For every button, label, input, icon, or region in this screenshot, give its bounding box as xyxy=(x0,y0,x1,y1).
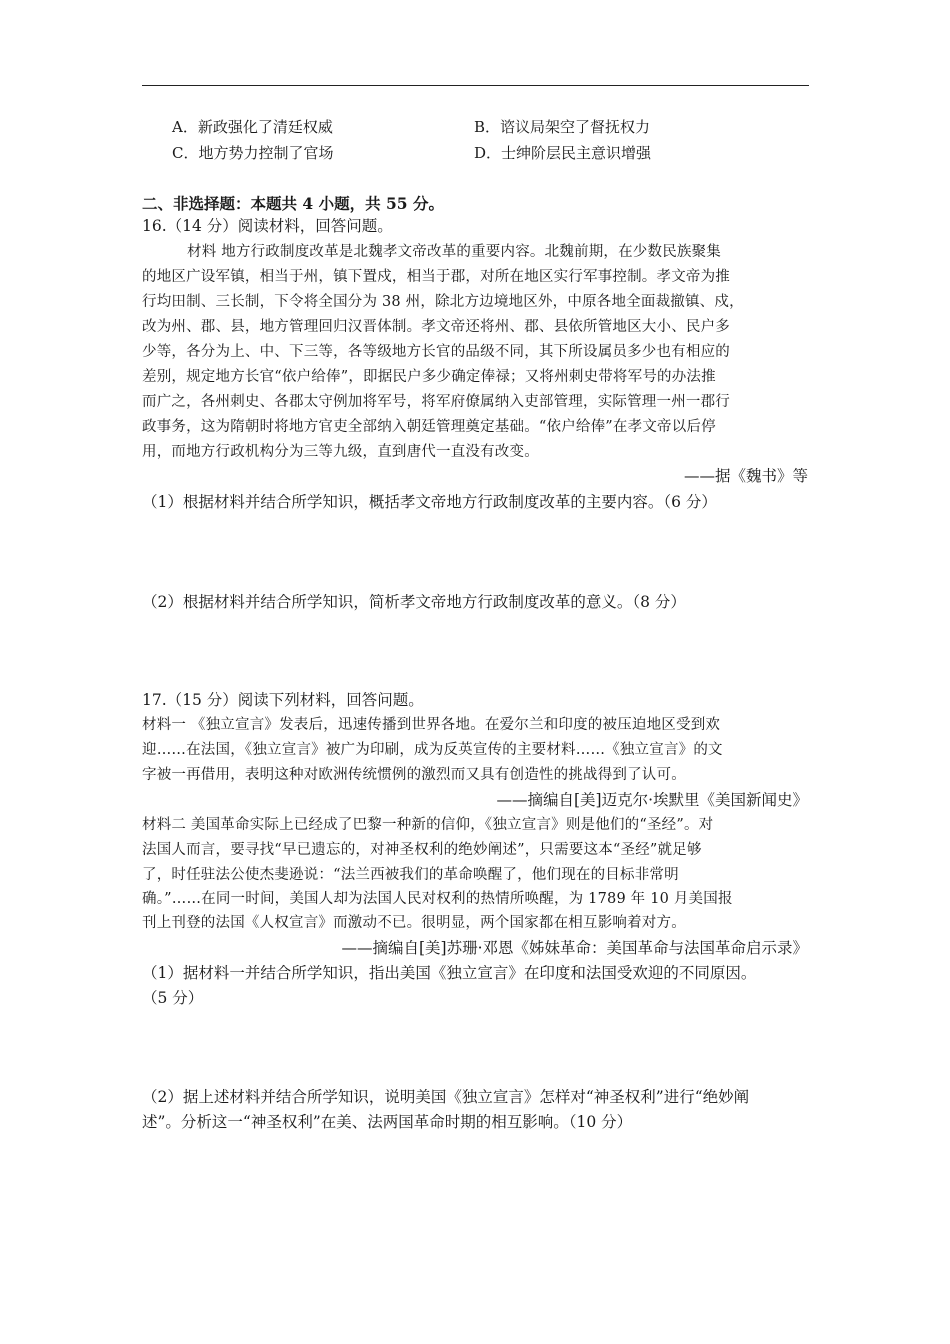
q17-sub2-line: （2）据上述材料并结合所学知识，说明美国《独立宣言》怎样对“神圣权利”进行“绝妙阐 xyxy=(142,1088,750,1106)
q16-material-line: 行均田制、三长制，下令将全国分为 38 州，除北方边境地区外，中原各地全面裁撤镇、戍， xyxy=(142,294,744,310)
q16-material-line: 少等，各分为上、中、下三等，各等级地方长官的品级不同，其下所设属员多少也有相应的 xyxy=(142,344,730,360)
q17-sub1-line: （5 分） xyxy=(142,989,204,1007)
q16-material-line: 而广之，各州刺史、各郡太守例加将军号，将军府僚属纳入吏部管理，实际管理一州一郡行 xyxy=(142,394,730,410)
q17-m1-line: 材料一 《独立宣言》发表后，迅速传播到世界各地。在爱尔兰和印度的被压迫地区受到欢 xyxy=(142,717,721,733)
q17-sub2-line: 述”。分析这一“神圣权利”在美、法两国革命时期的相互影响。（10 分） xyxy=(142,1113,633,1131)
q16-material-line: 的地区广设军镇，相当于州，镇下置戍，相当于郡，对所在地区实行军事控制。孝文帝为推 xyxy=(142,269,730,285)
q16-material-line: 政事务，这为隋朝时将地方官吏全部纳入朝廷管理奠定基础。“依户给俸”在孝文帝以后停 xyxy=(142,419,716,435)
q16-sub1: （1）根据材料并结合所学知识，概括孝文帝地方行政制度改革的主要内容。（6 分） xyxy=(142,493,717,511)
q16-material-line: 材料 地方行政制度改革是北魏孝文帝改革的重要内容。北魏前期，在少数民族聚集 xyxy=(187,244,722,260)
option-c: C．地方势力控制了官场 xyxy=(172,144,334,162)
q17-m2-line: 了，时任驻法公使杰斐逊说：“法兰西被我们的革命唤醒了，他们现在的目标非常明 xyxy=(142,867,679,883)
q17-m2-line: 确。”……在同一时间，美国人却为法国人民对权利的热情所唤醒，为 1789 年 10 月美国报 xyxy=(142,891,733,907)
q17-header: 17.（15 分）阅读下列材料，回答问题。 xyxy=(142,691,424,709)
q16-material-line: 改为州、郡、县，地方管理回归汉晋体制。孝文帝还将州、郡、县依所管地区大小、民户多 xyxy=(142,319,730,335)
q17-m1-line: 迎……在法国，《独立宣言》被广为印刷，成为反英宣传的主要材料……《独立宣言》的文 xyxy=(142,742,723,758)
q17-sub1-line: （1）据材料一并结合所学知识，指出美国《独立宣言》在印度和法国受欢迎的不同原因。 xyxy=(142,964,757,982)
q16-material-line: 用，而地方行政机构分为三等九级，直到唐代一直没有改变。 xyxy=(142,444,539,460)
q16-sub2: （2）根据材料并结合所学知识，简析孝文帝地方行政制度改革的意义。（8 分） xyxy=(142,593,686,611)
q17-m2-line: 法国人而言，要寻找“早已遗忘的，对神圣权利的绝妙阐述”，只需要这本“圣经”就足够 xyxy=(142,842,702,858)
header-rule xyxy=(142,85,809,86)
option-b: B．谘议局架空了督抚权力 xyxy=(474,118,651,136)
option-a: A．新政强化了清廷权威 xyxy=(172,118,333,136)
q16-material-line: 差别，规定地方长官“依户给俸”，即据民户多少确定俸禄；又将州刺史带将军号的办法推 xyxy=(142,369,716,385)
q17-m2-line: 材料二 美国革命实际上已经成了巴黎一种新的信仰，《独立宣言》则是他们的“圣经”。对 xyxy=(142,817,714,833)
q16-header: 16.（14 分）阅读材料，回答问题。 xyxy=(142,217,393,235)
section-heading: 二、非选择题：本题共 4 小题，共 55 分。 xyxy=(142,194,444,213)
q16-source: ——据《魏书》等 xyxy=(683,467,808,485)
q17-m1-source: ——摘编自[美]迈克尔·埃默里《美国新闻史》 xyxy=(496,791,808,809)
q17-m2-line: 刊上刊登的法国《人权宣言》而激动不已。很明显，两个国家都在相互影响着对方。 xyxy=(142,915,686,931)
q17-m1-line: 字被一再借用，表明这种对欧洲传统惯例的激烈而又具有创造性的挑战得到了认可。 xyxy=(142,767,686,783)
q17-m2-source: ——摘编自[美]苏珊·邓恩《姊妹革命：美国革命与法国革命启示录》 xyxy=(341,939,808,957)
option-d: D．士绅阶层民主意识增强 xyxy=(474,144,652,162)
